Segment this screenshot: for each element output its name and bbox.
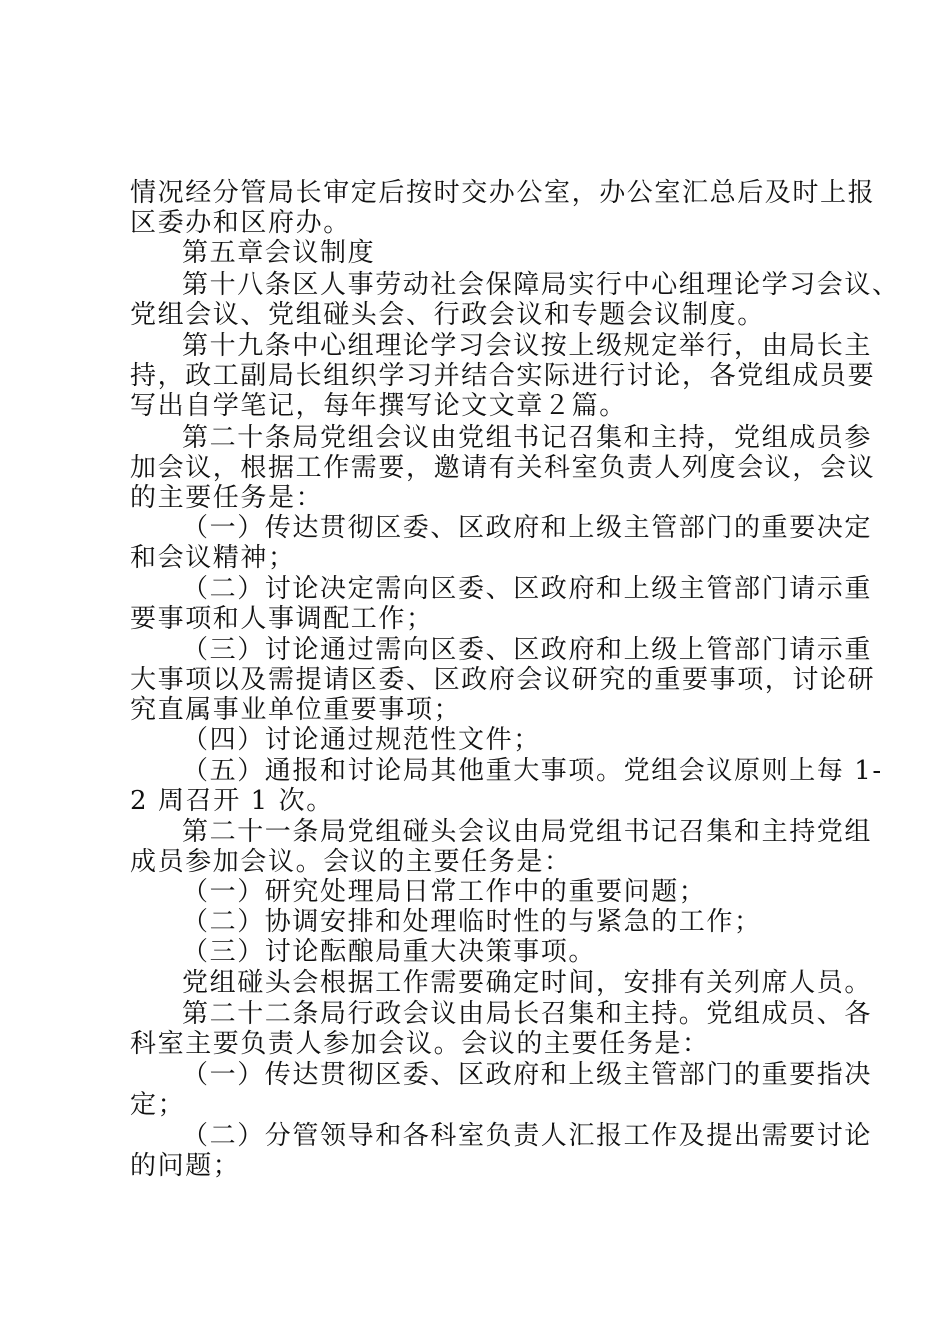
text-line: 党组碰头会根据工作需要确定时间，安排有关列席人员。 <box>182 968 873 998</box>
text-line: 成员参加会议。会议的主要任务是： <box>130 847 572 877</box>
text-line: 情况经分管局长审定后按时交办公室，办公室汇总后及时上报 <box>130 178 876 208</box>
text-line: 大事项以及需提请区委、区政府会议研究的重要事项，讨论研 <box>130 665 876 695</box>
text-line: （二）讨论决定需向区委、区政府和上级主管部门请示重 <box>182 574 873 604</box>
text-line: 究直属事业单位重要事项； <box>130 695 462 725</box>
text-line: 党组会议、党组碰头会、行政会议和专题会议制度。 <box>130 300 765 330</box>
text-line: 第二十二条局行政会议由局长召集和主持。党组成员、各 <box>182 999 873 1029</box>
text-line: （三）讨论通过需向区委、区政府和上级上管部门请示重 <box>182 635 873 665</box>
text-line: 第十九条中心组理论学习会议按上级规定举行，由局长主 <box>182 331 873 361</box>
text-line: （二）分管领导和各科室负责人汇报工作及提出需要讨论 <box>182 1121 873 1151</box>
text-line: 第二十一条局党组碰头会议由局党组书记召集和主持党组 <box>182 817 873 847</box>
text-line: 加会议，根据工作需要，邀请有关科室负责人列度会议，会议 <box>130 453 876 483</box>
text-line: （五）通报和讨论局其他重大事项。党组会议原则上每 1- <box>182 756 883 786</box>
text-line: 和会议精神； <box>130 543 296 573</box>
text-line: 持，政工副局长组织学习并结合实际进行讨论，各党组成员要 <box>130 361 876 391</box>
text-line: 2 周召开 1 次。 <box>130 786 334 816</box>
text-line: 区委办和区府办。 <box>130 208 351 238</box>
text-line: （一）传达贯彻区委、区政府和上级主管部门的重要决定 <box>182 513 873 543</box>
text-line: （二）协调安排和处理临时性的与紧急的工作； <box>182 907 762 937</box>
text-line: （一）研究处理局日常工作中的重要问题； <box>182 877 707 907</box>
text-line: 科室主要负责人参加会议。会议的主要任务是： <box>130 1029 710 1059</box>
text-line: 的主要任务是： <box>130 483 324 513</box>
text-line: 第十八条区人事劳动社会保障局实行中心组理论学习会议、 <box>182 270 900 300</box>
text-line: 写出自学笔记，每年撰写论文文章２篇。 <box>130 391 627 421</box>
chapter-heading: 第五章会议制度 <box>182 238 376 268</box>
text-line: （四）讨论通过规范性文件； <box>182 725 541 755</box>
text-line: 第二十条局党组会议由党组书记召集和主持，党组成员参 <box>182 423 873 453</box>
text-line: （三）讨论酝酿局重大决策事项。 <box>182 937 597 967</box>
text-line: 的问题； <box>130 1151 241 1181</box>
text-line: （一）传达贯彻区委、区政府和上级主管部门的重要指决 <box>182 1060 873 1090</box>
text-line: 要事项和人事调配工作； <box>130 604 434 634</box>
text-line: 定； <box>130 1090 186 1120</box>
